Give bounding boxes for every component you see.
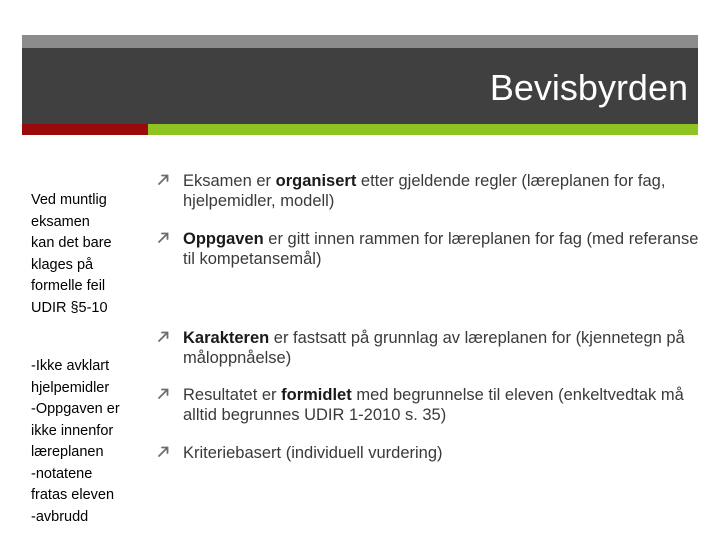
sidebar-note-line: -notatene [31,465,93,482]
arrow-up-right-icon [157,444,171,458]
accent-bar-red [22,124,148,135]
bullet-text: Oppgaven er gitt innen rammen for læreplanen for fag (med referanse til kompetansemål) [183,230,699,268]
bullet-text: Resultatet er formidlet med begrunnelse til eleven (enkeltvedtak må alltid begrunnes UDIR 1-2010 s. 35) [183,386,684,424]
sidebar-note-line: ikke innenfor [31,422,114,439]
sidebar-note-line: Ved muntlig [31,192,107,208]
sidebar-note-line: klages på [31,256,94,273]
arrow-up-right-icon [157,172,171,186]
arrow-up-right-icon [157,386,171,400]
arrow-up-right-icon [157,230,171,244]
sidebar-note-line: hjelpemidler [31,379,110,396]
arrow-up-right-icon [157,329,171,343]
sidebar-note-line: formelle feil [31,278,106,294]
top-band [22,35,698,48]
slide-title: Bevisbyrden [489,67,688,108]
title-bar [22,48,698,124]
bullet-text: Eksamen er organisert etter gjeldende regler (læreplanen for fag, hjelpemidler, modell) [183,172,666,210]
bullet-text: Karakteren er fastsatt på grunnlag av læreplanen for (kjennetegn på måloppnåelse) [183,329,685,367]
sidebar-note-line: læreplanen [31,444,104,460]
accent-bar-green [148,124,698,135]
sidebar-note-line: -Ikke avklart [31,358,110,374]
sidebar-note-line: fratas eleven [31,487,115,503]
sidebar-note-line: kan det bare [31,235,112,251]
sidebar-note-1 [31,190,141,319]
sidebar-note-2 [31,356,141,528]
sidebar-note-line: -avbrudd [31,508,89,525]
sidebar-note-line: -Oppgaven er [31,401,120,417]
bullet-text: Kriteriebasert (individuell vurdering) [183,444,443,462]
sidebar-note-line: eksamen [31,213,90,230]
sidebar-note-line: UDIR §5-10 [31,299,108,316]
